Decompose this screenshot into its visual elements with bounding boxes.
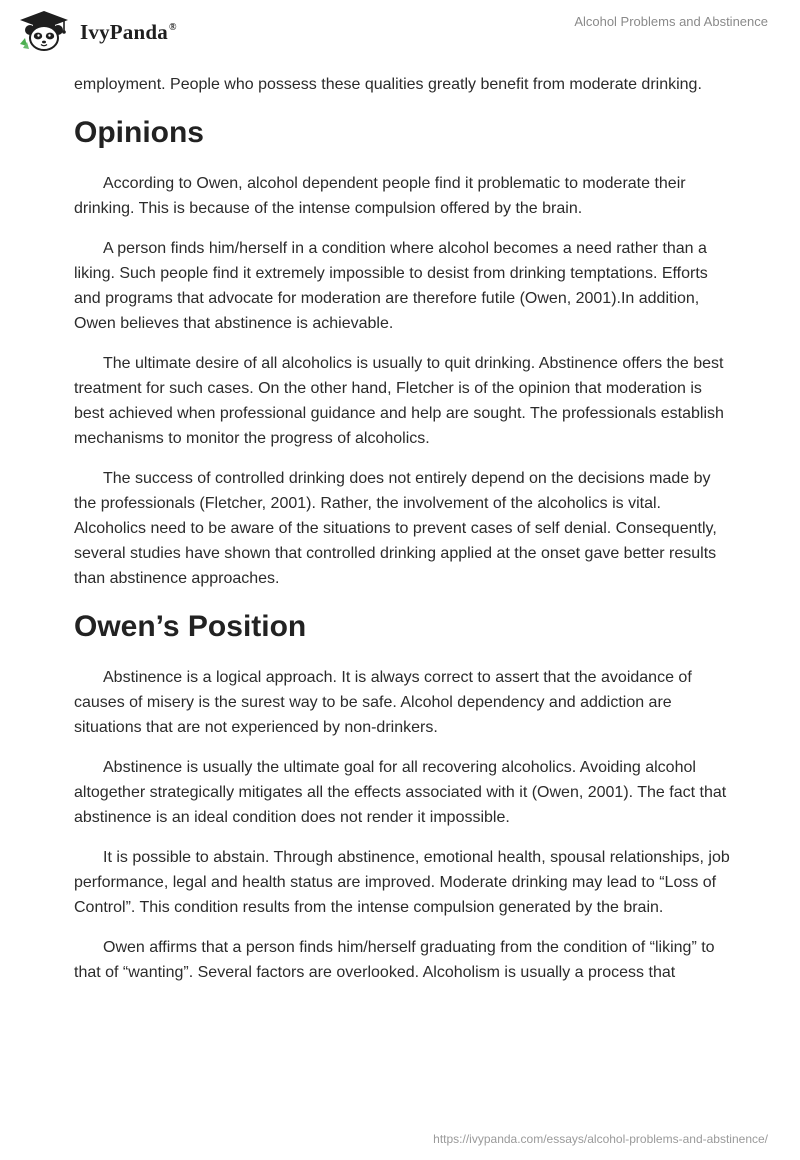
essay-content [74, 72, 734, 1000]
page-header [0, 0, 800, 70]
brand-name: IvyPanda® [80, 19, 177, 44]
source-url[interactable]: https://ivypanda.com/essays/alcohol-problems-and-abstinence/ [433, 1132, 768, 1146]
brand-logo[interactable] [14, 8, 177, 52]
paragraph: The success of controlled drinking does not entirely depend on the decisions made by the professionals (Fletcher, 2001). Rather, the involvement of the alcoholics is vital. Alcoholics need to be aware of the situations to prevent cases of self denial. Consequently, several studies have shown that controlled drinking applied at the onset gave better results than abstinence approaches. [74, 470, 717, 587]
paragraph: A person finds him/herself in a condition where alcohol becomes a need rather than a liking. Such people find it extremely impossible to desist from drinking temptations. Efforts and programs that advocate for moderation are therefore futile (Owen, 2001).In addition, Owen believes that abstinence is achievable. [74, 240, 708, 332]
paragraph: The ultimate desire of all alcoholics is usually to quit drinking. Abstinence offers the best treatment for such cases. On the other hand, Fletcher is of the opinion that moderation is best achieved when professional guidance and help are sought. The professionals establish mechanisms to monitor the progress of alcoholics. [74, 355, 724, 447]
document-title: Alcohol Problems and Abstinence [574, 14, 768, 29]
paragraph: Abstinence is a logical approach. It is always correct to assert that the avoidance of causes of misery is the surest way to be safe. Alcohol dependency and addiction are situations that are not experienced by non-drinkers. [74, 669, 692, 736]
section-heading-owens-position: Owen’s Position [74, 610, 307, 643]
paragraph: According to Owen, alcohol dependent people find it problematic to moderate their drinking. This is because of the intense compulsion offered by the brain. [74, 175, 686, 217]
panda-graduate-icon [14, 8, 74, 52]
paragraph: It is possible to abstain. Through abstinence, emotional health, spousal relationships, job performance, legal and health status are improved. Moderate drinking may lead to “Loss of Control”. This condition results from the intense compulsion generated by the brain. [74, 849, 730, 916]
intro-paragraph: employment. People who possess these qualities greatly benefit from moderate drinking. [74, 76, 702, 93]
registered-mark: ® [168, 21, 177, 33]
paragraph: Owen affirms that a person finds him/herself graduating from the condition of “liking” to that of “wanting”. Several factors are overlooked. Alcoholism is usually a process that [74, 939, 715, 981]
section-heading-opinions: Opinions [74, 116, 204, 149]
paragraph: Abstinence is usually the ultimate goal for all recovering alcoholics. Avoiding alcohol altogether strategically mitigates all the effects associated with it (Owen, 2001). The fact that abstinence is an ideal condition does not render it impossible. [74, 759, 727, 826]
